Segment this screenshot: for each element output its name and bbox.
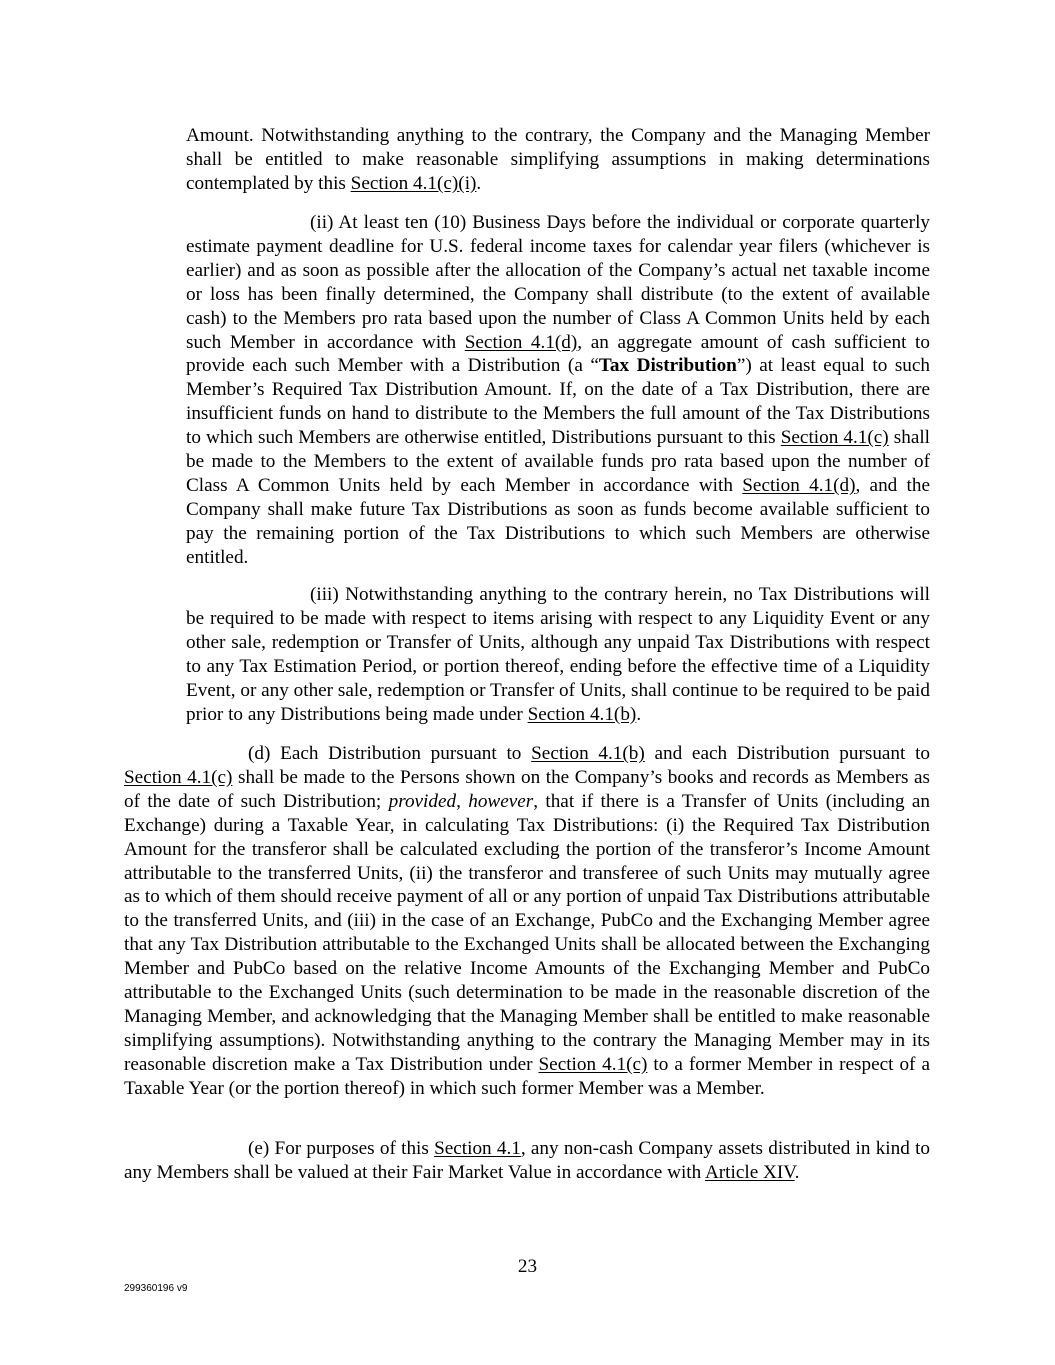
paragraph-4-1-d bbox=[124, 742, 930, 1101]
text-run: . bbox=[794, 1161, 800, 1183]
text-run: (e) For purposes of this bbox=[248, 1138, 435, 1159]
text-run: to a former Member in respect of a Taxable Year (or the portion thereof) in which such former Member was a Member. bbox=[124, 1053, 930, 1099]
text-run: , any non-cash Company assets distributed in kind to any Members shall be valued at their Fair Market Value in accordance with bbox=[124, 1138, 930, 1183]
text-run: (d) Each Distribution pursuant to bbox=[248, 743, 532, 764]
defined-term: Tax Distribution bbox=[598, 355, 737, 377]
italic-term: provided bbox=[388, 790, 457, 812]
text-run: (ii) At least ten (10) Business Days before the individual or corporate quarterly estimate payment deadline for U.S. federal income taxes for calendar year filers (whichever is earlier) and as soon as possible after the allocation of the Company’s actual net taxable income or loss has been finally determined, the Company shall distribute (to the extent of available cash) to the Members pro rata based upon the number of Class A Common Units held by each such Member in accordance with bbox=[186, 212, 930, 353]
text-run: shall be made to the Persons shown on the Company’s books and records as Members as of the date of such Distribution; bbox=[124, 766, 930, 812]
paragraph-4-1-c-i-continued bbox=[186, 124, 930, 196]
text-run: shall be made to the Members to the extent of available funds pro rata based upon the number of Class A Common Units held by each Member in accordance with bbox=[186, 427, 930, 496]
section-reference: Section 4.1(d) bbox=[742, 474, 856, 496]
section-reference: Section 4.1(c) bbox=[780, 427, 889, 449]
text-run: , and the Company shall make future Tax Distributions as soon as funds become available sufficient to pay the remaining portion of the Tax Distributions to which such Members are otherwise entitled. bbox=[186, 474, 930, 568]
text-run: (iii) Notwithstanding anything to the contrary herein, no Tax Distributions will be required to be made with respect to items arising with respect to any Liquidity Event or any other sale, redemption or Transfer of Units, although any unpaid Tax Distributions with respect to any Tax Estimation Period, or portion thereof, ending before the effective time of a Liquidity Event, or any other sale, redemption or Transfer of Units, shall continue to be required to be paid prior to any Distributions being made under bbox=[186, 584, 930, 725]
page-number: 23 bbox=[517, 1256, 538, 1277]
text-run: , that if there is a Transfer of Units (including an Exchange) during a Taxable Year, in calculating Tax Distributions: (i) the Required Tax Distribution Amount for the transferor shall be calculated excluding the portion of the transferor’s Income Amount attributable to the transferred Units, (ii) the transferor and transferee of such Units may mutually agree as to which of them should receive payment of all or any portion of unpaid Tax Distributions attributable to the transferred Units, and (iii) in the case of an Exchange, PubCo and the Exchanging Member agree that any Tax Distribution attributable to the Exchanged Units shall be allocated between the Exchanging Member and PubCo based on the relative Income Amounts of the Exchanging Member and PubCo attributable to the Exchanged Units (such determination to be made in the reasonable discretion of the Managing Member, and acknowledging that the Managing Member shall be entitled to make reasonable simplifying assumptions). Notwithstanding anything to the contrary the Managing Member may in its reasonable discretion make a Tax Distribution under bbox=[124, 790, 931, 1075]
section-reference: Section 4.1(c)(i) bbox=[350, 172, 477, 194]
document-id: 299360196 v9 bbox=[124, 1283, 188, 1294]
text-run: . bbox=[636, 703, 642, 725]
section-reference: Section 4.1(b) bbox=[531, 743, 645, 764]
section-reference: Section 4.1(c) bbox=[538, 1053, 648, 1075]
article-reference: Article XIV bbox=[704, 1161, 795, 1183]
section-reference: Section 4.1 bbox=[434, 1138, 521, 1159]
text-run: ”) at least equal to such Member’s Required Tax Distribution Amount. If, on the date of a Tax Distribution, there are insufficient funds on hand to distribute to the Members the full amount of the Tax Distributions to which such Members are otherwise entitled, Distributions pursuant to this bbox=[186, 355, 930, 449]
text-run: and each Distribution pursuant to bbox=[644, 743, 931, 764]
paragraph-4-1-c-iii bbox=[186, 583, 930, 726]
text-run: . bbox=[476, 172, 482, 194]
text-run: , bbox=[456, 790, 469, 812]
paragraph-4-1-e bbox=[124, 1137, 930, 1185]
section-reference: Section 4.1(b) bbox=[527, 703, 637, 725]
italic-term: however bbox=[468, 790, 534, 812]
section-reference: Section 4.1(c) bbox=[124, 766, 233, 788]
text-run: , an aggregate amount of cash sufficient to provide each such Member with a Distribution (a “ bbox=[186, 331, 930, 377]
section-reference: Section 4.1(d) bbox=[464, 331, 578, 353]
text-run: Amount. Notwithstanding anything to the contrary, the Company and the Managing Member shall be entitled to make reasonable simplifying assumptions in making determinations contemplated by this bbox=[186, 125, 930, 194]
paragraph-4-1-c-ii bbox=[186, 211, 930, 570]
